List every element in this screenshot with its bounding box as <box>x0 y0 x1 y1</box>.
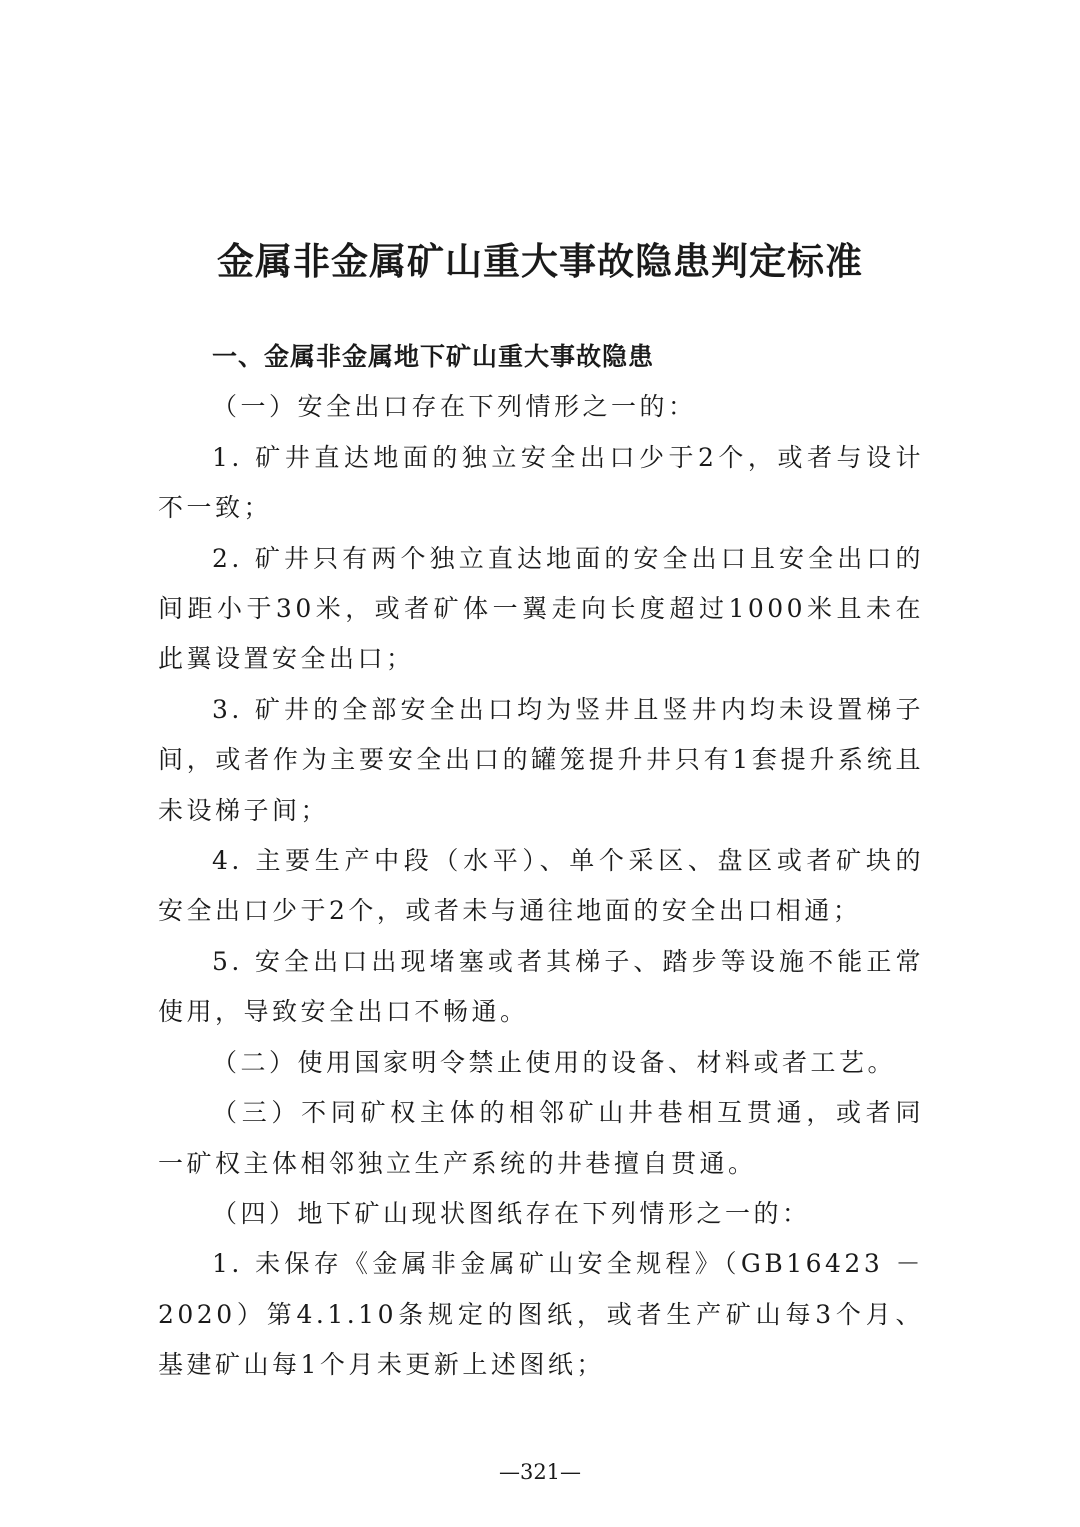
item-4-1: 1. 未保存《金属非金属矿山安全规程》（GB16423 －2020）第4.1.10条规定的图纸，或者生产矿山每3个月、基建矿山每1个月未更新上述图纸； <box>158 1249 924 1380</box>
subsection-4: （四）地下矿山现状图纸存在下列情形之一的： <box>212 1198 811 1228</box>
item-1-4: 4. 主要生产中段（水平）、单个采区、盘区或者矿块的安全出口少于2个，或者未与通往地面的安全出口相通； <box>158 846 924 926</box>
document-title: 金属非金属矿山重大事故隐患判定标准 <box>217 240 863 283</box>
subsection-3: （三）不同矿权主体的相邻矿山井巷相互贯通，或者同一矿权主体相邻独立生产系统的井巷擅自贯通。 <box>158 1098 924 1178</box>
document-body <box>158 332 924 1391</box>
page-number: —321— <box>498 1460 582 1484</box>
item-1-3: 3. 矿井的全部安全出口均为竖井且竖井内均未设置梯子间，或者作为主要安全出口的罐笼提升井只有1套提升系统且未设梯子间； <box>158 694 924 825</box>
item-1-1: 1. 矿井直达地面的独立安全出口少于2个，或者与设计不一致； <box>158 442 924 523</box>
item-1-5: 5. 安全出口出现堵塞或者其梯子、踏步等设施不能正常使用，导致安全出口不畅通。 <box>158 946 924 1027</box>
subsection-2: （二）使用国家明令禁止使用的设备、材料或者工艺。 <box>212 1047 897 1077</box>
subsection-1: （一）安全出口存在下列情形之一的： <box>212 392 697 422</box>
section-heading: 一、金属非金属地下矿山重大事故隐患 <box>212 342 655 371</box>
item-1-2: 2. 矿井只有两个独立直达地面的安全出口且安全出口的间距小于30米，或者矿体一翼走向长度超过1000米且未在此翼设置安全出口； <box>158 543 924 674</box>
